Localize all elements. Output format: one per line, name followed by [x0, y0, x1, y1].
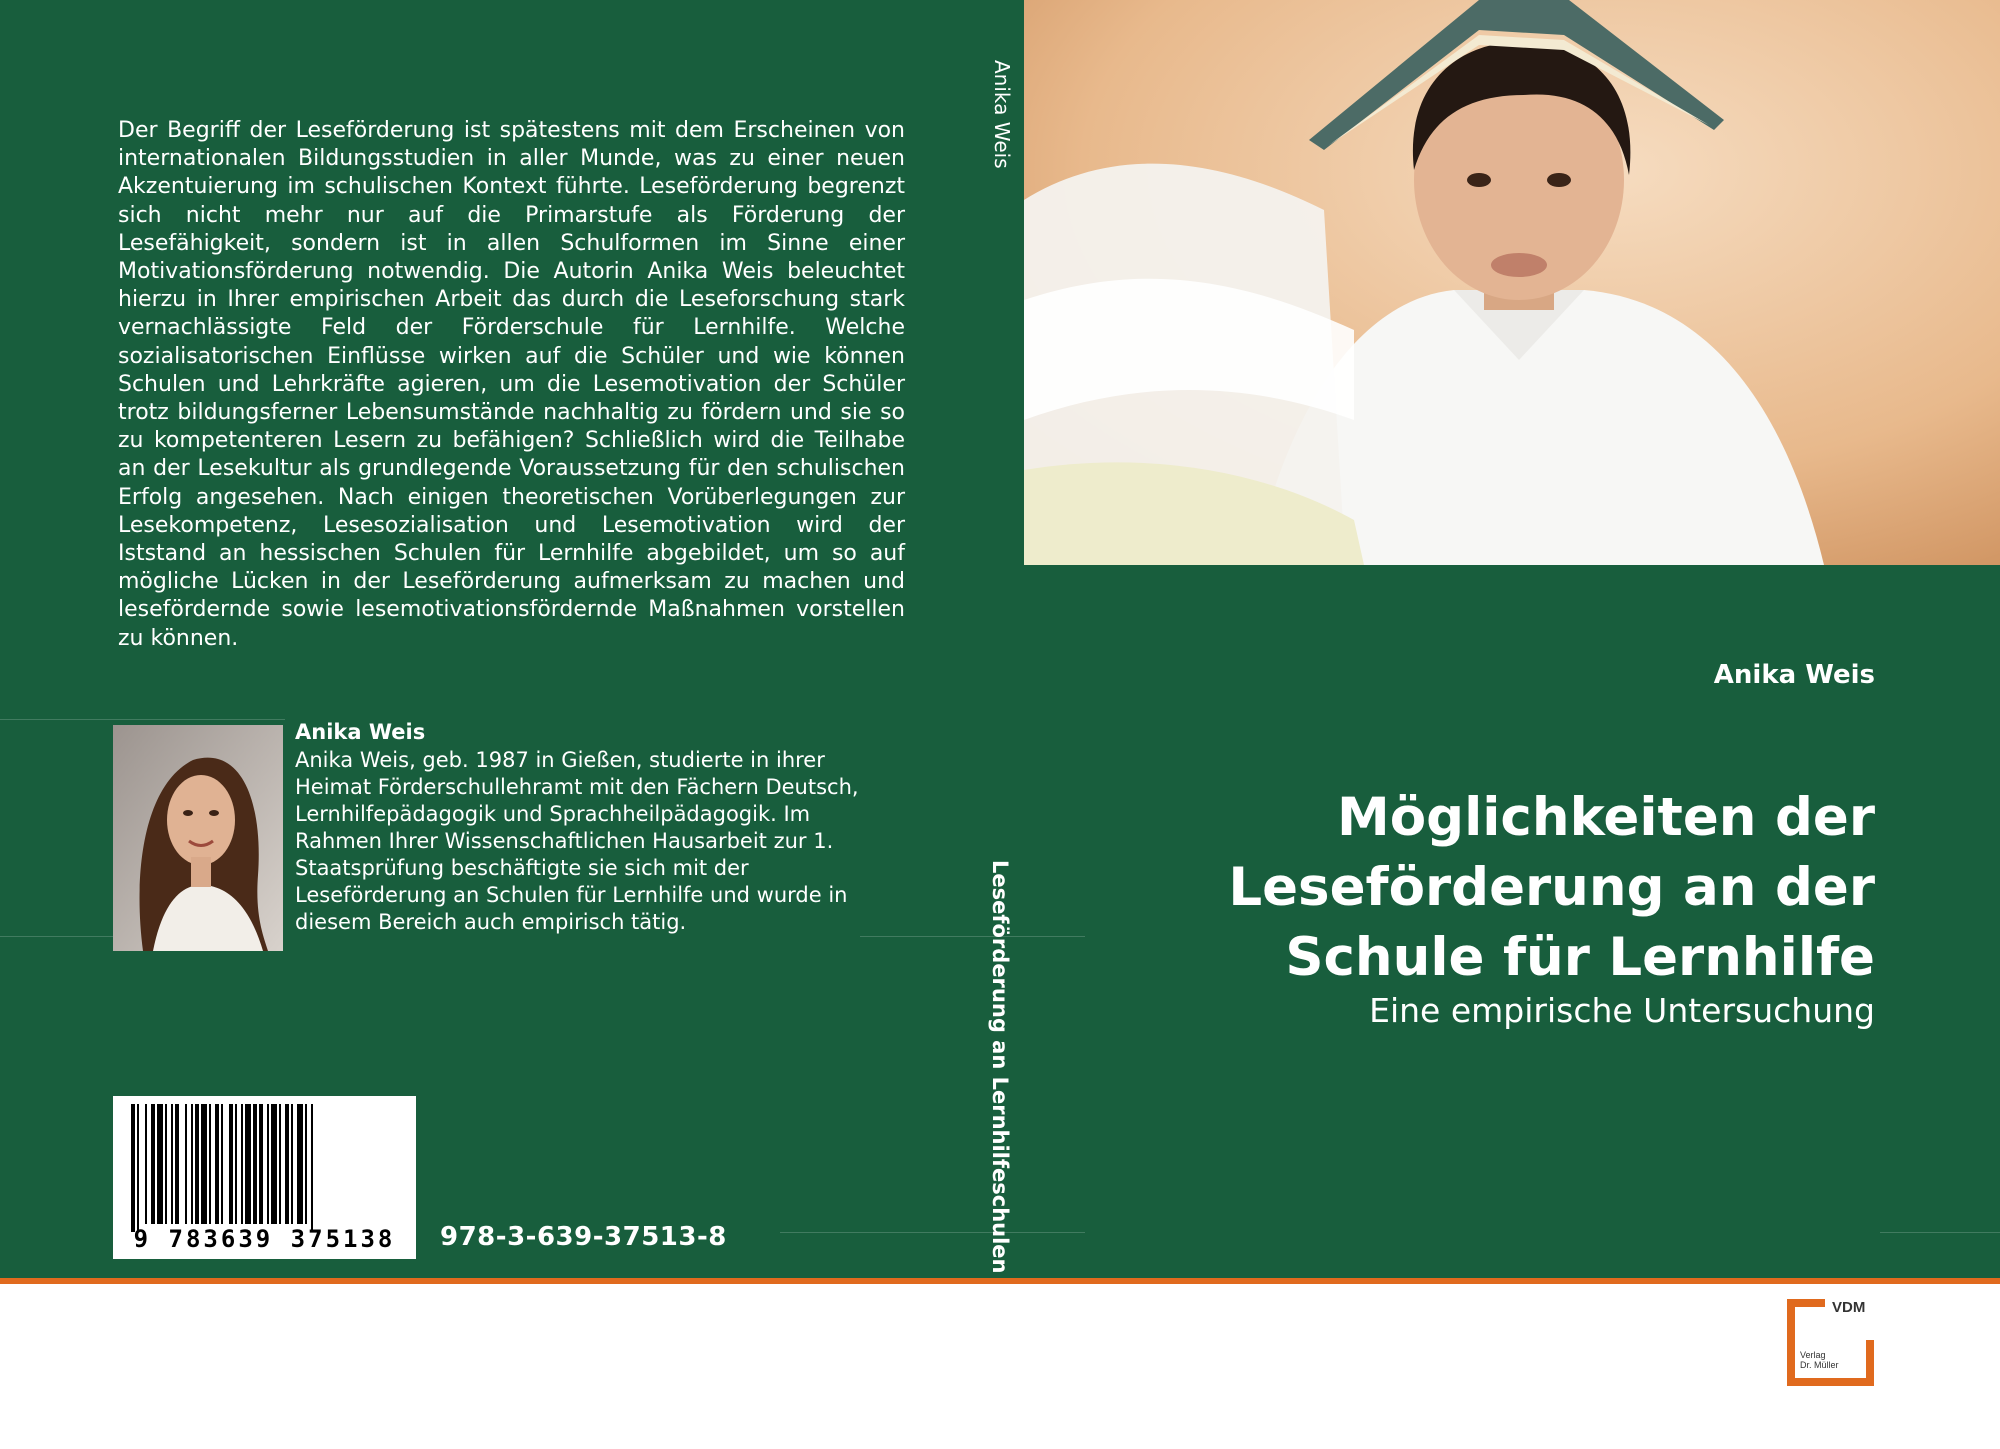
- barcode-bar: [221, 1104, 223, 1224]
- barcode-bar: [131, 1104, 135, 1232]
- isbn-number: 978-3-639-37513-8: [440, 1222, 727, 1252]
- barcode-bar: [151, 1104, 155, 1224]
- barcode-bar: [311, 1104, 313, 1232]
- spine-author: Anika Weis: [990, 60, 1014, 169]
- barcode-bar: [285, 1104, 289, 1224]
- barcode-bar: [209, 1104, 211, 1224]
- barcode-bar: [195, 1104, 199, 1224]
- divider-line: [1880, 1232, 2000, 1233]
- author-photo: [113, 725, 283, 951]
- divider-line: [0, 719, 285, 720]
- barcode-bar: [145, 1104, 147, 1224]
- barcode: [113, 1096, 416, 1259]
- barcode-bar: [229, 1104, 233, 1224]
- front-author: Anika Weis: [1713, 660, 1875, 690]
- barcode-bar: [291, 1104, 293, 1224]
- bottom-margin: [0, 1284, 2000, 1449]
- barcode-bar: [201, 1104, 207, 1224]
- barcode-bar: [171, 1104, 173, 1224]
- author-bio: Anika Weis, geb. 1987 in Gießen, studierte in ihrer Heimat Förderschullehramt mit den Fächern Deutsch, Lernhilfepädagogik und Sprachheilpädagogik. Im Rahmen Ihrer Wissenschaftlichen Hausarbeit zur 1. Staatsprüfung beschäftigte sie sich mit der Leseförderung an Schulen für Lernhilfe und wurde in diesem Bereich auch empirisch tätig.: [295, 748, 859, 934]
- barcode-bar: [297, 1104, 303, 1224]
- book-title: Möglichkeiten der Leseförderung an der Schule für Lernhilfe: [1228, 787, 1875, 988]
- barcode-bar: [259, 1104, 263, 1224]
- barcode-bar: [157, 1104, 163, 1224]
- spine-title: Leseförderung an Lernhilfeschulen: [988, 860, 1012, 1274]
- barcode-bar: [305, 1104, 307, 1224]
- author-name: Anika Weis: [295, 720, 426, 744]
- barcode-bar: [253, 1104, 257, 1224]
- publisher-logo-subtext: Verlag Dr. Müller: [1800, 1350, 1839, 1370]
- back-cover-blurb: Der Begriff der Leseförderung ist spätestens mit dem Erscheinen von internationalen Bildungsstudien in aller Munde, was zu einer neuen Akzentuierung im schulischen Kontext führte. Leseförderung begrenzt sich nicht mehr nur auf die Primarstufe als Förderung der Lesefähigkeit, sondern ist in allen Schulformen im Sinne einer Motivationsförderung notwendig. Die Autorin Anika Weis beleuchtet hierzu in Ihrer empirischen Arbeit das durch die Leseforschung stark vernachlässigte Feld der Förderschule für Lernhilfe. Welche sozialisatorischen Einflüsse wirken auf die Schüler und wie können Schulen und Lehrkräfte agieren, um die Lesemotivation der Schüler trotz bildungsferner Lebensumstände nachhaltig zu fördern und sie so zu kompetenteren Lesern zu befähigen? Schließlich wird die Teilhabe an der Lesekultur als grundlegende Voraussetzung für den schulischen Erfolg angesehen. Nach einigen theoretischen Vorüberlegungen zur Lesekompetenz, Lesesozialisation und Lesemotivation wird der Iststand an hessischen Schulen für Lernhilfe abgebildet, um so auf mögliche Lücken in der Leseförderung aufmerksam zu machen und lesefördernde sowie lesemotivationsfördernde Maßnahmen vorstellen zu können.: [118, 118, 905, 651]
- barcode-bar: [271, 1104, 277, 1224]
- barcode-bar: [245, 1104, 251, 1224]
- barcode-bar: [175, 1104, 179, 1224]
- barcode-bar: [165, 1104, 167, 1224]
- barcode-bar: [279, 1104, 281, 1224]
- barcode-bar: [235, 1104, 237, 1224]
- publisher-logo-text: VDM: [1832, 1299, 1866, 1316]
- cover-photo: [1024, 0, 2000, 565]
- barcode-bar: [215, 1104, 219, 1224]
- divider-line: [0, 936, 113, 937]
- divider-line: [860, 936, 1085, 937]
- book-subtitle: Eine empirische Untersuchung: [1369, 991, 1875, 1030]
- barcode-bar: [185, 1104, 187, 1224]
- barcode-bar: [137, 1104, 139, 1232]
- barcode-bar: [191, 1104, 193, 1224]
- barcode-digits: 9 783639 375138: [133, 1225, 396, 1253]
- barcode-bar: [241, 1104, 243, 1224]
- barcode-bar: [267, 1104, 269, 1224]
- divider-line: [780, 1232, 1085, 1233]
